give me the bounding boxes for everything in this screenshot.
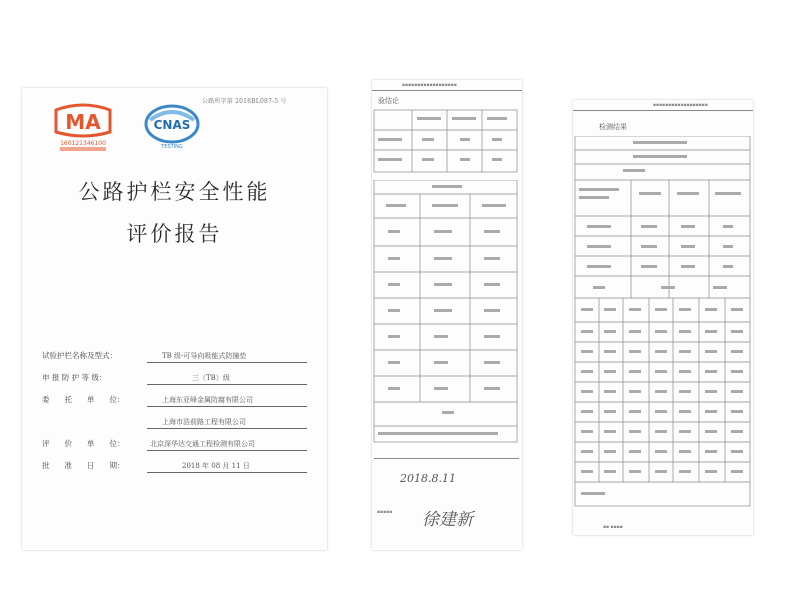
handwritten-signature: 徐建新 (422, 510, 473, 530)
field-underline (147, 384, 307, 385)
svg-text:TESTING: TESTING (161, 144, 183, 150)
page-header-text: ▪▪▪▪▪▪▪▪▪▪▪▪▪▪▪▪▪▪ (402, 83, 457, 88)
cnas-logo (142, 102, 202, 154)
header-rule (372, 90, 522, 91)
report-page-conclusion (372, 80, 522, 550)
report-number: 公路所字第 2018BL087-5 号 (202, 98, 287, 105)
svg-text:CNAS: CNAS (153, 118, 191, 132)
field-value-protection-level: 三（TB）级 (192, 374, 230, 382)
cma-logo (52, 102, 114, 152)
field-value-client-2: 上海市浩前路工程有限公司 (162, 418, 246, 426)
field-label-client: 委 托 单 位： (42, 395, 125, 404)
report-cover-page (22, 88, 327, 550)
page-header-text: ▪▪▪▪▪▪▪▪▪▪▪▪▪▪▪▪▪▪ (653, 103, 708, 108)
field-underline (147, 472, 307, 473)
header-rule (573, 110, 753, 111)
sign-label-text: ▪▪▪▪▪ (377, 510, 393, 515)
field-value-client-1: 上海东亚峰金属防腐有限公司 (162, 396, 253, 404)
field-label-approval-date: 批 准 日 期： (42, 461, 125, 470)
sign-rule (374, 458, 519, 459)
svg-text:160121346100: 160121346100 (60, 140, 106, 147)
section-heading: 验结论 (378, 97, 399, 105)
upper-table (372, 108, 522, 178)
svg-text:MA: MA (65, 110, 101, 134)
field-label-protection-level: 申 报 防 护 等 级： (42, 373, 107, 382)
field-underline (147, 428, 307, 429)
handwritten-date: 2018.8.11 (400, 472, 456, 485)
field-value-approval-date: 2018 年 08 月 11 日 (182, 462, 250, 470)
field-label-evaluator: 评 价 单 位： (42, 439, 125, 448)
field-underline (147, 362, 307, 363)
field-underline (147, 450, 307, 451)
result-table (372, 180, 522, 450)
report-title-line2: 评价报告 (126, 222, 223, 246)
field-value-barrier-name: TB 级-可导向吸能式防撞垫 (162, 352, 247, 360)
field-value-evaluator: 北京深华达交通工程检测有限公司 (150, 440, 255, 448)
section-heading: 检测结果 (599, 123, 627, 131)
field-label-barrier-name: 试验护栏名称及型式： (42, 351, 117, 360)
page-footer-text: ▪▪ ▪▪▪▪ (603, 525, 623, 530)
report-title-line1: 公路护栏安全性能 (78, 180, 271, 204)
report-page-results (573, 100, 753, 535)
results-table (573, 136, 753, 516)
field-underline (147, 406, 307, 407)
